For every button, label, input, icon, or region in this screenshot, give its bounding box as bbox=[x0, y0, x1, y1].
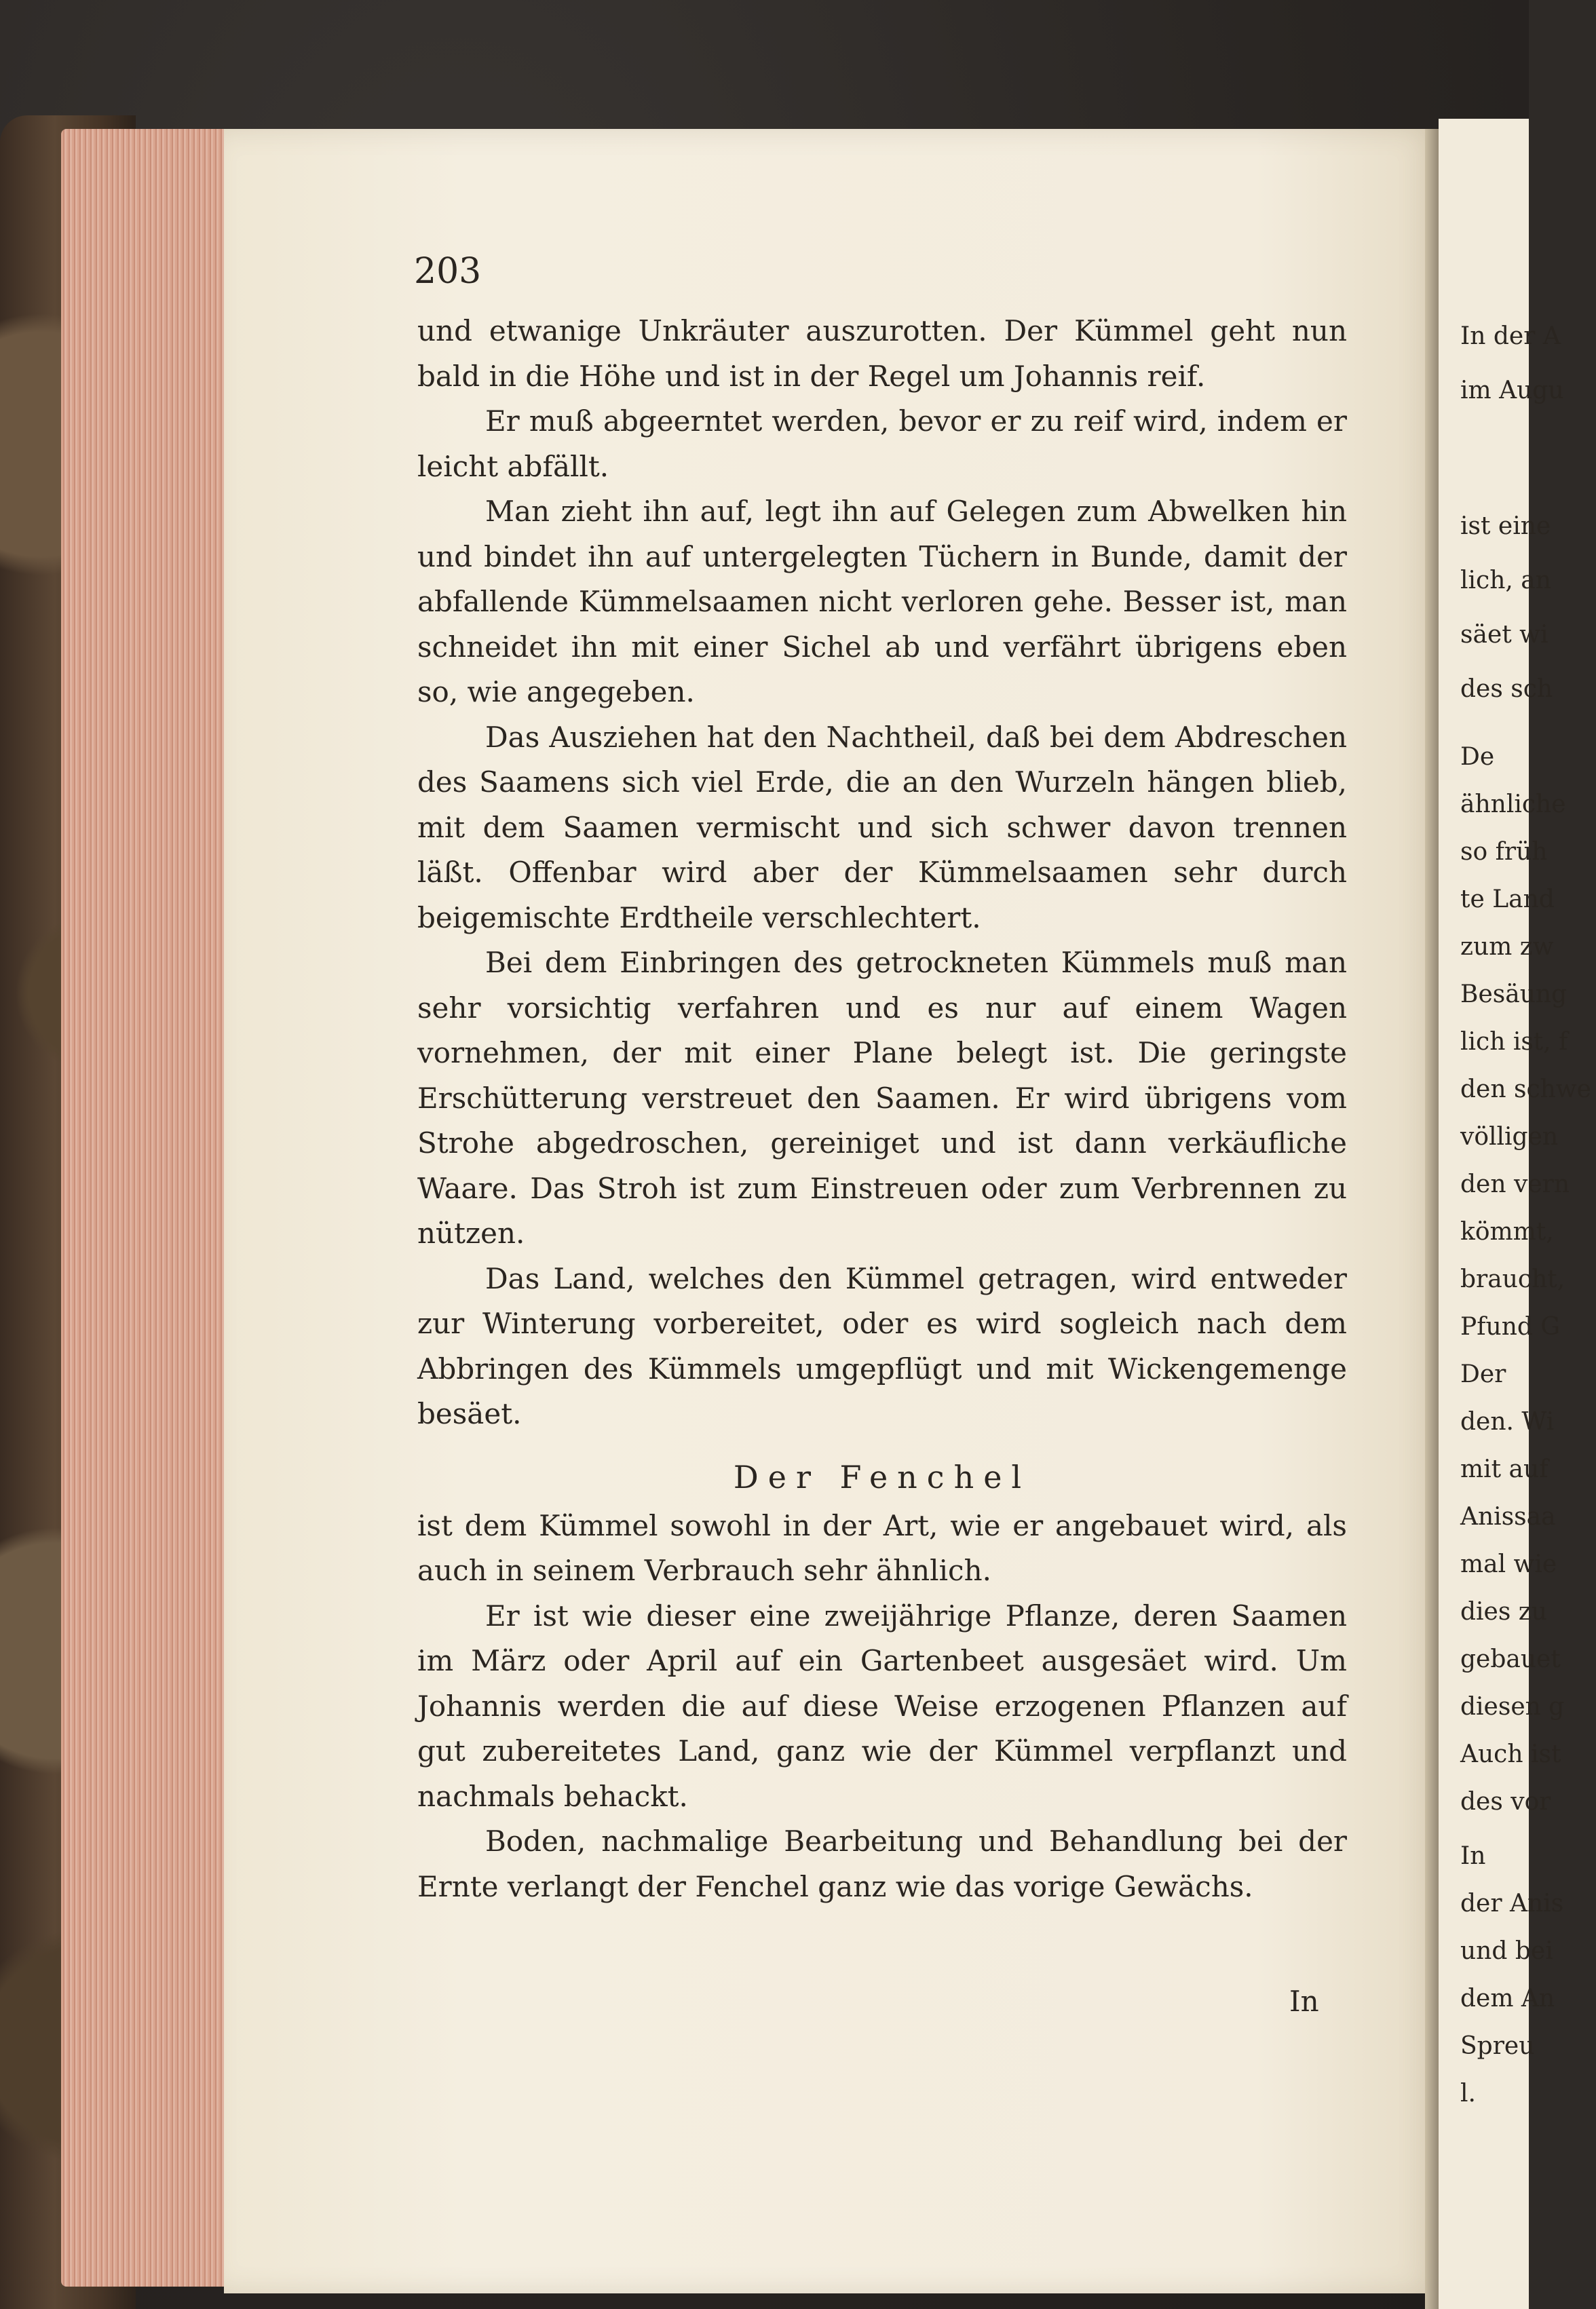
right-page-fragment: Besäung bbox=[1460, 980, 1568, 1008]
right-page-fragment: den vern bbox=[1460, 1170, 1570, 1198]
paragraph: Er ist wie dieser eine zweijährige Pflanze, deren Saamen im März oder April auf ein Gartenbeet ausgesäet wird. Um Johannis werden die auf diese Weise erzogenen Pflanzen auf gut zubereitetes Land, ganz wie der Kümmel verpflanzt und nachmals behackt. bbox=[417, 1599, 1347, 1813]
right-page-fragment: Der bbox=[1460, 1360, 1506, 1388]
right-page-fragment: zum zw bbox=[1460, 933, 1554, 961]
right-page-fragment: te Land bbox=[1460, 885, 1555, 913]
right-page-fragment: dies zu bbox=[1460, 1598, 1547, 1626]
right-page-fragment: gebauet bbox=[1460, 1645, 1561, 1673]
right-page-fragment: und bei bbox=[1460, 1937, 1553, 1965]
right-page-fragment: mit auf bbox=[1460, 1455, 1548, 1483]
right-page-fragment: braucht, bbox=[1460, 1265, 1565, 1293]
right-page-fragment: so früh bbox=[1460, 838, 1548, 866]
right-page-fragment: des vor bbox=[1460, 1788, 1551, 1816]
page-block-edge bbox=[61, 129, 231, 2287]
page-text bbox=[417, 309, 1347, 1909]
right-page-fragment: Auch ist bbox=[1460, 1740, 1561, 1768]
paragraph: Man zieht ihn auf, legt ihn auf Gelegen zum Abwelken hin und bindet ihn auf untergelegten Tüchern in Bunde, damit der abfallende Kümmelsaamen nicht verloren gehe. Besser ist, man schneidet ihn mit einer Sichel ab und verfährt übrigens eben so, wie angegeben. bbox=[417, 495, 1347, 708]
right-page-fragment: Spreu bbox=[1460, 2032, 1535, 2060]
right-page-fragment: dem An bbox=[1460, 1985, 1555, 2012]
right-page-fragment: den schwe bbox=[1460, 1075, 1591, 1103]
right-page-fragment: mal wie bbox=[1460, 1550, 1557, 1578]
paragraph: Das Land, welches den Kümmel getragen, wird entweder zur Winterung vorbereitet, oder es wird sogleich nach dem Abbringen des Kümmels umgepflügt und mit Wickengemenge besäet. bbox=[417, 1261, 1347, 1430]
page-number: 203 bbox=[414, 251, 482, 292]
right-page-fragment: ähnliche bbox=[1460, 790, 1566, 818]
right-page-fragment: In bbox=[1460, 1842, 1486, 1870]
paragraph: Er muß abgeerntet werden, bevor er zu reif wird, indem er leicht abfällt. bbox=[417, 404, 1347, 483]
right-page-fragment: In der A bbox=[1460, 322, 1561, 350]
paragraph: Boden, nachmalige Bearbeitung und Behandlung bei der Ernte verlangt der Fenchel ganz wie das vorige Gewächs. bbox=[417, 1825, 1347, 1903]
paragraph: Das Ausziehen hat den Nachtheil, daß bei dem Abdreschen des Saamens sich viel Erde, die an den Wurzeln hängen blieb, mit dem Saamen vermischt und sich schwer davon trennen läßt. Offenbar wird aber der Kümmelsaamen sehr durch beigemischte Erdtheile verschlechtert. bbox=[417, 720, 1347, 934]
book-page-right bbox=[1439, 119, 1591, 2309]
right-page-fragment: der Anis bbox=[1460, 1890, 1564, 1917]
right-page-fragment: im Augu bbox=[1460, 377, 1564, 404]
right-page-fragment: des sch bbox=[1460, 675, 1553, 703]
right-page-fragment: De bbox=[1460, 743, 1495, 771]
right-page-fragment: Anissaa bbox=[1460, 1503, 1556, 1531]
right-page-fragment: säet wi bbox=[1460, 621, 1548, 649]
right-page-fragment: völligen bbox=[1460, 1123, 1559, 1151]
right-page-fragment: ist eine bbox=[1460, 512, 1551, 540]
right-page-fragment: kömmt, bbox=[1460, 1218, 1554, 1246]
paragraph: ist dem Kümmel sowohl in der Art, wie er angebauet wird, als auch in seinem Verbrauch sehr ähnlich. bbox=[417, 1508, 1347, 1587]
right-page-fragment: diesen g bbox=[1460, 1693, 1565, 1721]
paragraph: und etwanige Unkräuter auszurotten. Der Kümmel geht nun bald in die Höhe und ist in der Regel um Johannis reif. bbox=[417, 314, 1347, 393]
right-page-fragment: lich ist, f bbox=[1460, 1028, 1568, 1056]
right-page-fragment: den. Wi bbox=[1460, 1408, 1555, 1436]
right-page-fragment: lich, an bbox=[1460, 567, 1551, 594]
paragraph: Bei dem Einbringen des getrockneten Kümmels muß man sehr vorsichtig verfahren und es nur auf einem Wagen vornehmen, der mit einer Plane belegt ist. Die geringste Erschütterung verstreuet den Saamen. Er wird übrigens vom Strohe abgedroschen, gereiniget und ist dann verkäufliche Waare. Das Stroh ist zum Einstreuen oder zum Verbrennen zu nützen. bbox=[417, 946, 1347, 1250]
catchword: In bbox=[1289, 1985, 1319, 2018]
right-page-fragment: l. bbox=[1460, 2080, 1476, 2107]
section-heading: Der Fenchel bbox=[733, 1458, 1031, 1495]
right-page-fragment: Pfund G bbox=[1460, 1313, 1561, 1341]
